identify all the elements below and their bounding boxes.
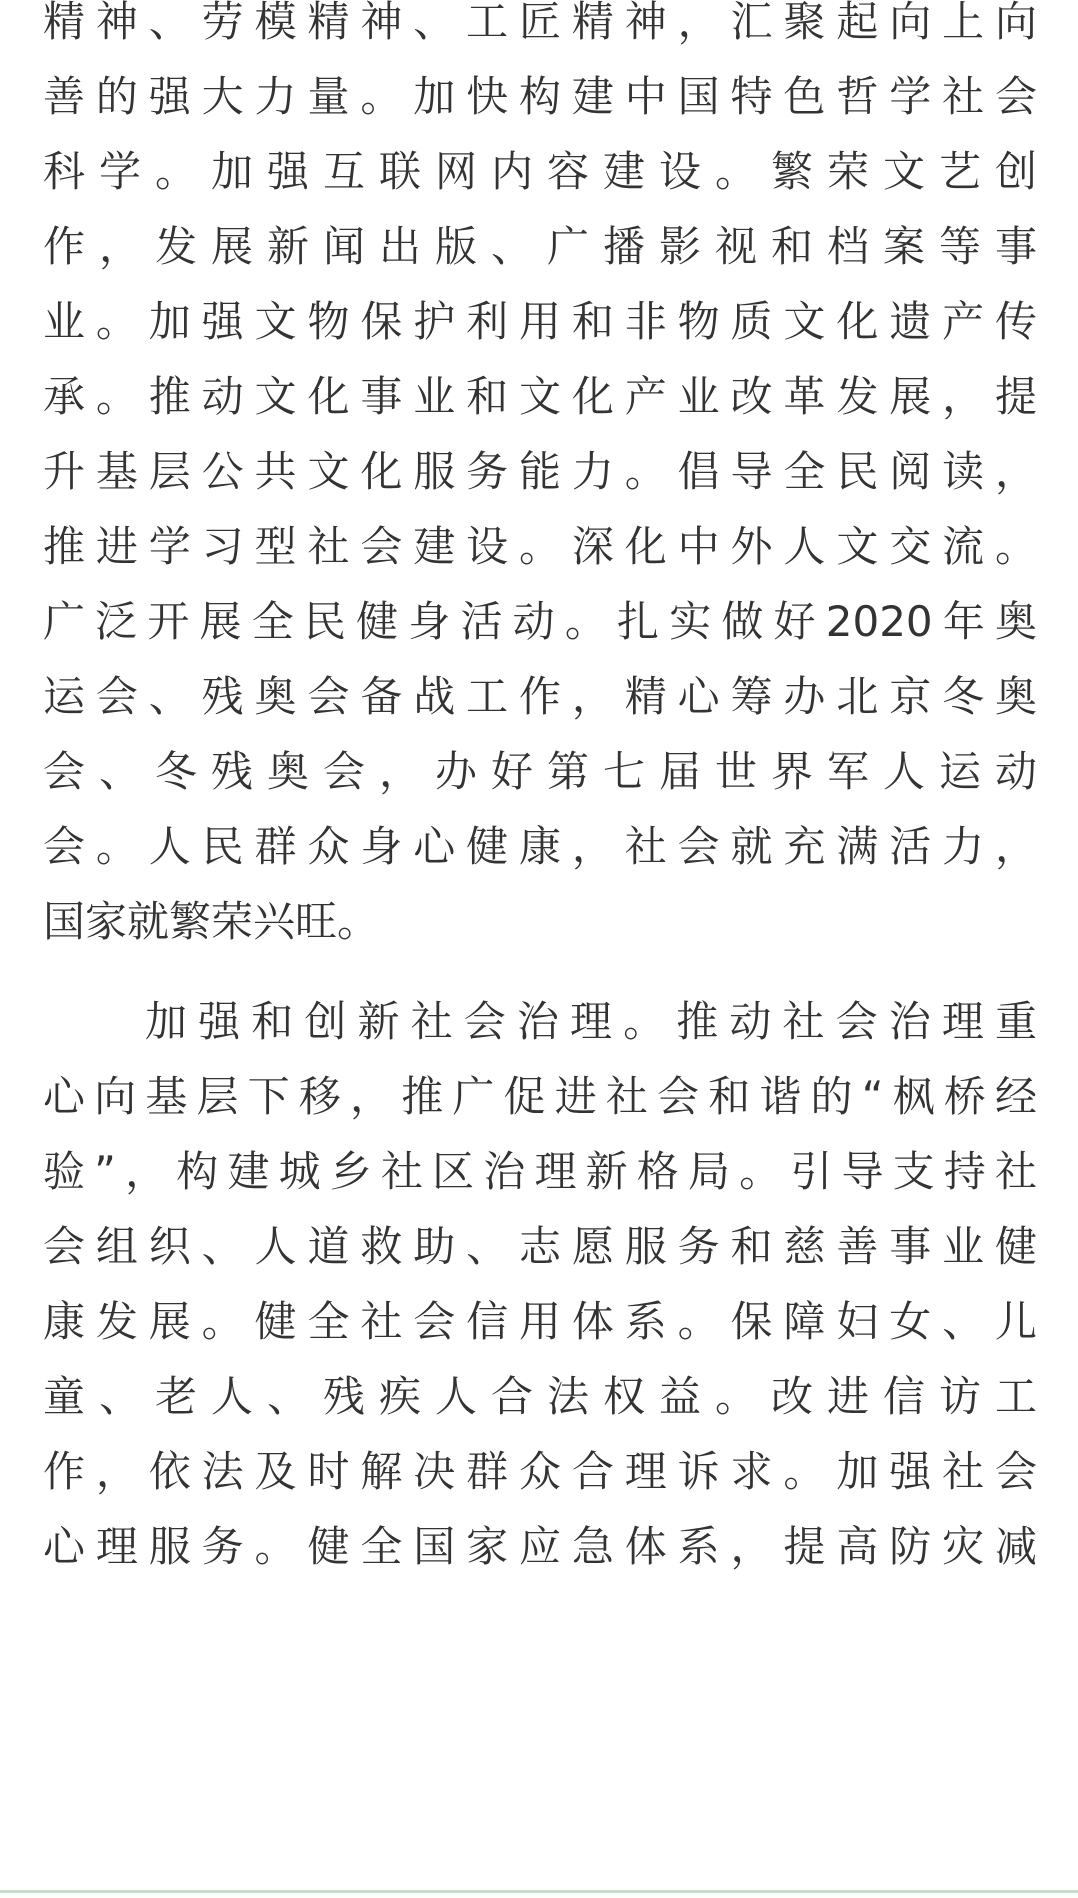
text-line: 康发展。健全社会信用体系。保障妇女、儿 xyxy=(43,1297,1037,1346)
text-line: 科学。加强互联网内容建设。繁荣文艺创 xyxy=(43,147,1037,196)
text-line: 国家就繁荣兴旺。 xyxy=(43,897,380,946)
text-line: 心向基层下移，推广促进社会和谐的“枫桥经 xyxy=(43,1072,1037,1121)
text-line: 精神、劳模精神、工匠精神，汇聚起向上向 xyxy=(43,0,1037,46)
text-line: 业。加强文物保护利用和非物质文化遗产传 xyxy=(43,297,1037,346)
text-line: 会、冬残奥会，办好第七届世界军人运动 xyxy=(43,747,1037,796)
text-line: 作，依法及时解决群众合理诉求。加强社会 xyxy=(43,1447,1037,1496)
text-line: 升基层公共文化服务能力。倡导全民阅读， xyxy=(43,447,1037,496)
text-line: 善的强大力量。加快构建中国特色哲学社会 xyxy=(43,72,1037,121)
divider xyxy=(0,1890,1078,1893)
text-line: 会组织、人道救助、志愿服务和慈善事业健 xyxy=(43,1222,1037,1271)
text-line: 验”，构建城乡社区治理新格局。引导支持社 xyxy=(43,1147,1037,1196)
text-line: 运会、残奥会备战工作，精心筹办北京冬奥 xyxy=(43,672,1037,721)
text-line: 广泛开展全民健身活动。扎实做好2020年奥 xyxy=(43,597,1037,646)
text-line: 推进学习型社会建设。深化中外人文交流。 xyxy=(43,522,1037,571)
text-line: 心理服务。健全国家应急体系，提高防灾减 xyxy=(43,1522,1037,1571)
text-line: 会。人民群众身心健康，社会就充满活力， xyxy=(43,822,1037,871)
paragraph-first-line: 加强和创新社会治理。推动社会治理重 xyxy=(145,997,1037,1046)
text-line: 承。推动文化事业和文化产业改革发展，提 xyxy=(43,372,1037,421)
text-line: 童、老人、残疾人合法权益。改进信访工 xyxy=(43,1372,1037,1421)
text-line: 作，发展新闻出版、广播影视和档案等事 xyxy=(43,222,1037,271)
